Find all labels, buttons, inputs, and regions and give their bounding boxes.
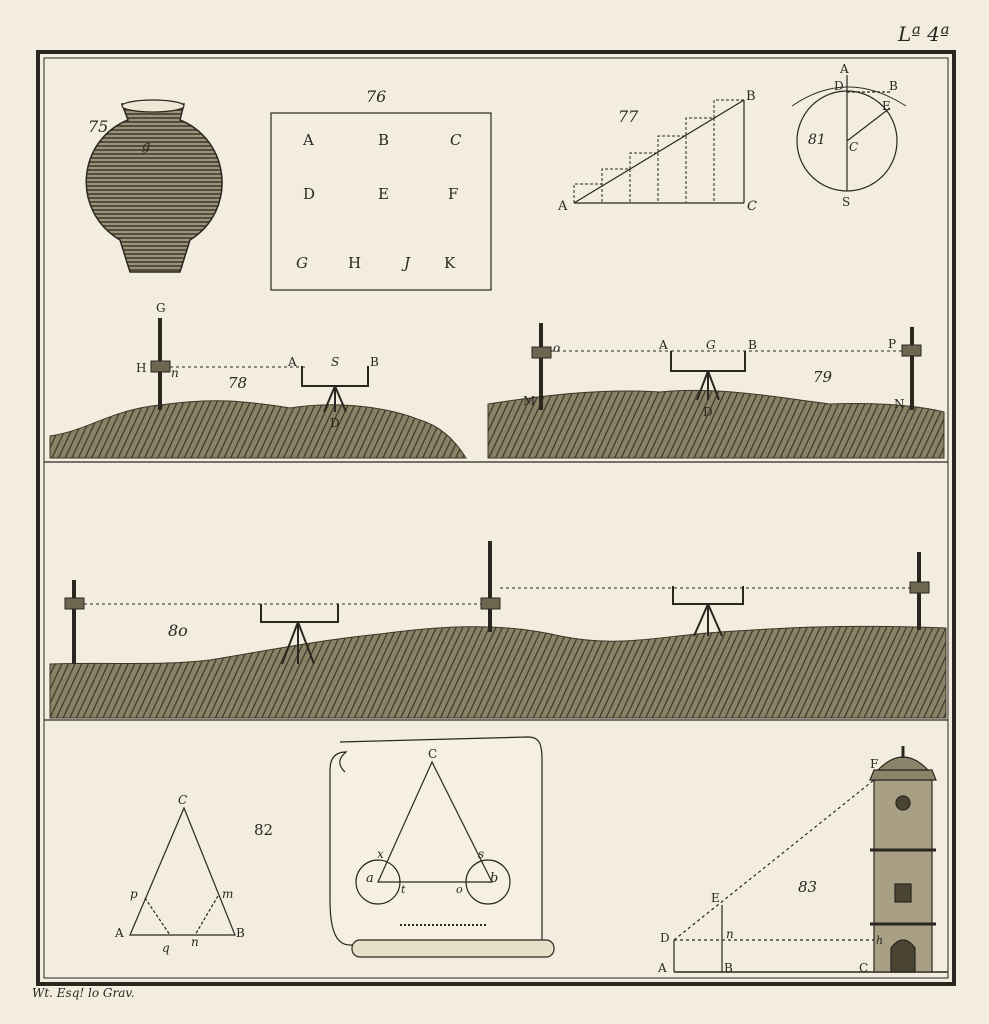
scroll-label-t: t [401, 883, 406, 896]
staff-vane-79-right [902, 345, 921, 356]
staff-vane-79-left [532, 347, 551, 358]
fig80-number: 8o [168, 621, 188, 640]
triangle-82 [130, 808, 235, 935]
grid-letter-f: F [448, 185, 459, 203]
grid-letter-e: E [378, 185, 389, 203]
figure-75-vase [86, 100, 222, 272]
grid-letter-b: B [378, 131, 390, 149]
figure-81-circle [792, 62, 906, 209]
plate-number-label: Lª 4ª [898, 22, 950, 46]
tripod-80-right [694, 604, 722, 636]
tower-window-top [896, 796, 910, 810]
fig81-number: 81 [808, 132, 826, 148]
grid-letter-h: H [348, 254, 362, 272]
stair-verticals [602, 118, 714, 203]
fig83-label-d: D [660, 931, 670, 945]
engraver-signature: Wt. Esq! lo Grav. [32, 986, 135, 1000]
fig76-number: 76 [366, 87, 387, 106]
level-instrument-79 [671, 351, 745, 371]
ground-80 [50, 626, 946, 718]
fig81-label-s: S [842, 195, 851, 209]
scroll-roller [352, 940, 554, 957]
fig79-label-m: M [523, 394, 536, 408]
fig83-label-e: E [711, 891, 720, 905]
fig78-label-g: G [156, 301, 166, 315]
tower-door [891, 940, 915, 972]
figure-77-staircase [557, 89, 757, 214]
fig77-label-c: C [747, 199, 757, 214]
fig83-label-n: n [726, 927, 734, 941]
fig81-label-b: B [889, 79, 898, 93]
fig75-label-g: g [142, 139, 151, 154]
scroll-label-a: a [366, 871, 374, 886]
ground-78 [50, 401, 466, 458]
grid-letter-a: A [303, 131, 314, 149]
scroll-paper [330, 737, 542, 945]
triangle-82-cut-left [145, 898, 170, 935]
fig81-label-a: A [840, 62, 849, 76]
staff-vane-80-middle [481, 598, 500, 609]
fig78-label-a: A [288, 355, 297, 369]
grid-letter-k: K [444, 254, 456, 272]
vase-rim [122, 100, 184, 112]
level-instrument-78 [302, 366, 368, 386]
fig79-label-a: A [659, 338, 668, 352]
fig83-label-a: A [658, 961, 667, 975]
fig79-label-o: o [553, 341, 561, 355]
grid-letter-c: C [450, 131, 462, 149]
fig79-label-d: D [703, 405, 713, 419]
fig82-label-m: m [222, 887, 234, 901]
level-instrument-80-left [261, 604, 338, 622]
grid-letter-j: J [404, 254, 411, 272]
triangle-82-cut-right [195, 896, 218, 935]
fig82-label-n: n [191, 935, 199, 949]
fig83-label-f: F [870, 757, 879, 771]
fig82-label-a: A [115, 926, 124, 940]
fig83-label-b: B [724, 961, 733, 975]
scroll-label-s: s [478, 847, 485, 861]
grid-letter-g: G [296, 254, 308, 272]
fig78-label-n: n [171, 366, 179, 380]
fig83-number: 83 [798, 878, 818, 896]
fig78-number: 78 [228, 374, 248, 392]
fig79-label-p: P [888, 337, 897, 351]
fig82-label-c: C [178, 793, 188, 807]
fig83-label-c: C [859, 961, 869, 975]
fig79-label-b: B [748, 338, 757, 352]
fig81-label-e: E [882, 99, 891, 113]
fig77-number: 77 [618, 107, 639, 126]
figure-76-grid [271, 87, 491, 290]
figure-83-tower [657, 746, 948, 975]
fig75-number: 75 [88, 117, 109, 136]
tower-top-band [870, 770, 936, 780]
fig82-label-b: B [236, 926, 245, 940]
fig78-label-d: D [330, 416, 340, 430]
scroll-label-c: C [428, 747, 438, 761]
fig82-number: 82 [254, 821, 274, 839]
fig79-number: 79 [813, 368, 833, 386]
grid-letter-d: D [303, 185, 316, 203]
tower-window-middle [895, 884, 911, 902]
staff-vane-78 [151, 361, 170, 372]
fig81-label-d: D [834, 79, 844, 93]
tower-dome [878, 757, 928, 770]
fig78-label-h: H [136, 361, 147, 375]
figure-scroll-triangle [330, 737, 554, 957]
figure-80-level-landscape [50, 541, 946, 718]
ground-79 [488, 390, 944, 458]
figure-82-triangle [114, 793, 273, 955]
fig79-label-g: G [706, 338, 716, 352]
fig83-sight-line-top [674, 780, 874, 940]
figure-78-level-landscape [50, 301, 466, 458]
fig78-label-b: B [370, 355, 379, 369]
staff-vane-80-right [910, 582, 929, 593]
stair-hypotenuse [574, 100, 744, 203]
fig82-label-p: p [130, 887, 138, 901]
fig77-label-b: B [746, 89, 756, 104]
scroll-label-o: o [456, 883, 463, 896]
scroll-label-b: b [490, 871, 499, 886]
fig81-label-c: C [849, 140, 859, 154]
fig78-label-s: S [331, 355, 340, 369]
fig82-label-q: q [162, 941, 170, 955]
staff-vane-80-left [65, 598, 84, 609]
scroll-label-x: x [377, 847, 384, 861]
figure-79-level-landscape [488, 323, 944, 458]
fig77-label-a: A [558, 199, 568, 214]
fig79-label-n: N [894, 397, 905, 411]
fig83-label-h: h [876, 934, 884, 947]
level-instrument-80-right [673, 586, 743, 604]
